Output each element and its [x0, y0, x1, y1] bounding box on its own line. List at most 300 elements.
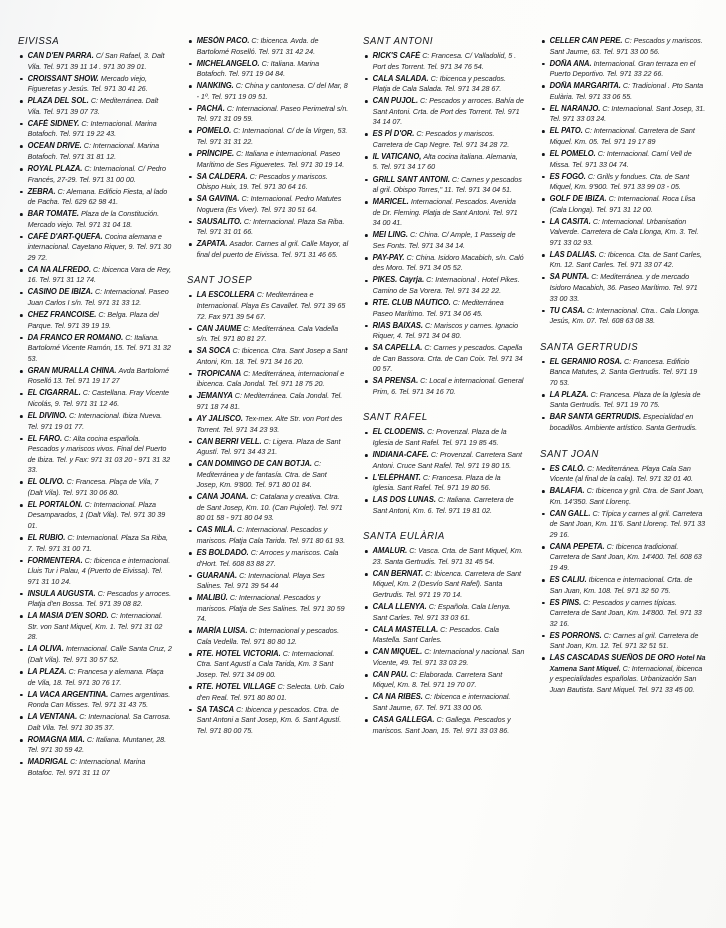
restaurant-name: EL NARANJO. [549, 103, 600, 113]
restaurant-name: CAS MILÀ. [196, 525, 235, 535]
region-heading-sant-rafel: SANT RAFEL [363, 412, 428, 424]
restaurant-details: C: Internacional. Urbanisation Valverde. Carretera de Cala Llonga, Km. 3. Tel. 971 33 02 93. [549, 216, 699, 247]
restaurant-details: C: Mediterránea. Playa Cala San Vicente (al final de la cala). Tel. 971 32 01 40. [549, 463, 693, 484]
restaurant-name: CAFÉ D'ART-QUEFA. [27, 231, 103, 241]
restaurant-name: SAUSALITO. [196, 216, 242, 226]
restaurant-list [363, 427, 532, 516]
restaurant-name: CELLER CAN PERE. [549, 36, 622, 45]
restaurant-name: EL PORTALÓN. [27, 499, 83, 509]
restaurant-list [540, 357, 713, 434]
restaurant-details: C: Internacional. Marina Botafoch. Tel. 971 31 81 12. [27, 141, 160, 161]
restaurant-name: MADRIGAL [27, 757, 69, 767]
restaurant-details: C: Mediterránea e Internacional. Playa Es Cavallet. Tel. 971 39 65 72. Fax 971 39 54 67. [196, 290, 345, 321]
restaurant-details: C: Ligera. Plaza de Sant Agustí. Tel. 971 34 43 21. [196, 436, 340, 457]
restaurant-entry [187, 705, 349, 737]
restaurant-details: C: Ibicenca y pescados. Platja de Cala Salada. Tel. 971 34 28 67. [372, 73, 506, 94]
restaurant-details: Especialidad en bocadillos. Ambiente artístico. Santa Gertrudis. [549, 412, 697, 432]
restaurant-details: C: Internacional. Plaza Sa Riba. Tel. 971 31 01 66. [196, 216, 344, 237]
restaurant-entry [363, 376, 525, 397]
restaurant-details: C: Grills y fondues. Cta. de Sant Miquel, Km. 9'900. Tel. 971 33 99 03 - 05. [549, 171, 689, 192]
directory-column-1 [10, 36, 187, 780]
restaurant-details: C: Pescados y mariscos. Carretera de Cap Negre. Tel. 971 34 28 72. [372, 129, 510, 149]
restaurant-name: PACHÁ. [196, 103, 225, 113]
restaurant-name: LA ESCOLLERA [196, 290, 255, 300]
restaurant-name: GOLF DE IBIZA. [549, 194, 607, 204]
restaurant-name: OCEAN DRIVE. [27, 141, 82, 151]
restaurant-entry [363, 602, 525, 623]
restaurant-details: Internacional. Gran terraza en el Puerto Deportivo. Tel. 971 33 22 66. [549, 58, 695, 79]
restaurant-details: C: Ibicenca Vara de Rey, 16. Tel. 971 31 12 74. [27, 264, 172, 285]
restaurant-details: C: Local e internacional. General Prim, 6. Tel. 971 34 16 70. [372, 376, 524, 396]
restaurant-details: C: Ibicenca. Avda. de Bartolomé Roselló. Tel. 971 31 42 24. [196, 36, 318, 56]
restaurant-name: LA OLIVA. [27, 644, 64, 654]
restaurant-details: C: Pescados y arroces. Bahía de Sant Antoni. Crta. de Port des Torrent. Tel. 971 34 14 07. [372, 96, 524, 127]
restaurant-entry [18, 265, 172, 286]
restaurant-name: PIKES. Cayrja. [372, 275, 425, 285]
restaurant-details: C: Italiana. Muntaner, 28. Tel. 971 30 59 42. [27, 734, 167, 755]
restaurant-details: Plaza de la Constitución. Mercado viejo. Tel. 971 31 04 18. [27, 209, 160, 229]
restaurant-entry [540, 598, 706, 630]
restaurant-entry [187, 59, 349, 80]
restaurant-details: Alta cocina italiana. Alemania, 5. Tel. 971 34 17 60 [372, 151, 518, 172]
restaurant-details: C: Internacional y pescados. Cala Vedella. Tel. 971 80 80 12. [196, 626, 339, 646]
restaurant-entry [187, 571, 349, 592]
restaurant-details: C: Mediterránea. Cala Vadella s/n. Tel. 971 80 81 27. [196, 323, 338, 344]
restaurant-name: CAN GALL. [549, 508, 590, 518]
restaurant-name: CASA GALLEGA. [372, 715, 435, 725]
restaurant-entry [187, 172, 349, 193]
restaurant-entry [187, 492, 349, 524]
restaurant-name: PAY-PAY. [372, 252, 405, 262]
restaurant-name: LA VACA ARGENTINA. [27, 689, 109, 699]
restaurant-name: CALA SALADA. [372, 73, 429, 83]
restaurant-details: C: Francesa. Edificio Banca Matutes, 2. Santa Gertrudis. Tel. 971 19 70 53. [549, 356, 697, 387]
restaurant-name: EL POMELO. [549, 148, 596, 158]
restaurant-name: MARÍA LUISA. [196, 626, 248, 636]
restaurant-details: C: Francesa. Plaça de Vila, 7 (Dalt Vila). Tel. 971 30 06 80. [27, 477, 159, 497]
restaurant-details: C: Ibicenca. Cta. de Sant Carles, Km. 12. Sant Carles. Tel. 971 33 07 42. [549, 249, 702, 270]
restaurant-entry [18, 690, 172, 711]
restaurant-entry [187, 126, 349, 147]
restaurant-name: FORMENTERA. [27, 555, 83, 565]
restaurant-name: CROISSANT SHOW. [27, 73, 99, 83]
restaurant-details: C: Catalana y creativa. Ctra. de Sant Josep, Km. 10. (Can Pujolet). Tel. 971 80 01 58 - 971 80 04 93. [196, 492, 343, 523]
restaurant-details: Internacional. Calle Santa Cruz, 2 (Dalt Vila). Tel. 971 30 57 52. [27, 644, 172, 665]
restaurant-name: ROMAGNA MIA. [27, 734, 85, 744]
restaurant-details: C: Gallega. Pescados y mariscos. Sant Joan, 15. Tel. 971 33 03 86. [372, 715, 511, 735]
restaurant-details: C: Internacional. Ctra. Sant Agustí a Cala Tarida, Km. 3 Sant Josep. Tel. 971 34 09 00. [196, 648, 334, 680]
restaurant-name: PRÍNCIPE. [196, 148, 234, 158]
restaurant-name: LAS DALIAS. [549, 249, 597, 259]
restaurant-entry [18, 51, 172, 72]
restaurant-details: Ibicenca e internacional. Crta. de San Juan, Km. 108. Tel. 971 32 50 75. [549, 575, 692, 595]
restaurant-entry [18, 119, 172, 140]
restaurant-venue: Hotel Na Xamena Sant Miquel. [549, 653, 705, 673]
restaurant-details: C: Mediterránea. Dalt Vila. Tel. 971 39 07 73. [27, 96, 159, 116]
restaurant-entry [363, 569, 525, 601]
region-heading-santa-gertrudis: SANTA GERTRUDIS [539, 341, 638, 353]
restaurant-name: ES FOGÓ. [549, 171, 586, 181]
restaurant-name: ZEBRA. [27, 186, 56, 196]
restaurant-details: C: Alta cocina española. Pescados y mariscos vivos. Final del Puerto de Ibiza. Tel. y Fax: 971 31 03 20 - 971 31 32 33. [27, 433, 171, 475]
restaurant-details: C: Francesa. Plaza de la Iglesia de Santa Gertrudis. Tel. 971 19 70 75. [549, 389, 700, 410]
restaurant-entry [540, 631, 706, 652]
restaurant-entry [187, 437, 349, 458]
restaurant-name: LA CASITA. [549, 216, 591, 226]
restaurant-name: IL VATICANO, [372, 151, 422, 161]
restaurant-details: C: Mediterránea. y de mercado Isidoro Macabich, 36. Paseo Marítimo. Tel. 971 33 00 33. [549, 272, 698, 303]
restaurant-details: C: Carnes y pescados. Capella de Can Bassora. Crta. de Can Coix. Tel. 971 34 00 57. [372, 343, 523, 374]
restaurant-details: C: Provenzal. Carretera Sant Antoni. Cruce Sant Rafel. Tel. 971 19 80 15. [372, 450, 522, 470]
restaurant-entry [540, 172, 706, 193]
restaurant-entry [540, 575, 706, 596]
restaurant-name: TU CASA. [549, 305, 585, 315]
restaurant-entry [187, 626, 349, 647]
restaurant-entry [363, 152, 525, 173]
region-heading-sant-antoni: SANT ANTONI [363, 36, 434, 47]
restaurant-name: CAN MIQUEL. [372, 647, 423, 657]
restaurant-details: C: Ibicenca y gril. Ctra. de Sant Joan, Km. 14'350. Sant Llorenç. [549, 486, 704, 506]
restaurant-entry [18, 644, 172, 665]
restaurant-name: ES CALIU. [549, 575, 587, 585]
restaurant-details: C: Belga. Plaza del Parque. Tel. 971 39 19 19. [27, 310, 159, 330]
restaurant-name: CA NA ALFREDO. [27, 264, 91, 274]
restaurant-entry [363, 253, 525, 274]
restaurant-name: CHEZ FRANCOISE. [27, 310, 97, 320]
restaurant-details: C: Internacional. Carretera de Sant Miquel. Km. 05. Tel. 971 19 17 89 [549, 126, 695, 146]
restaurant-name: GRAN MURALLA CHINA. [27, 365, 117, 375]
restaurant-entry [187, 459, 349, 491]
restaurant-entry [18, 209, 172, 230]
region-heading-sant-josep: SANT JOSEP [186, 275, 252, 287]
restaurant-name: CASINO DE IBIZA. [27, 287, 93, 297]
restaurant-details: C: China. C/ Ample, 1 Passeig de Ses Fonts. Tel. 971 34 34 14. [372, 230, 516, 250]
restaurant-name: CAN PUJOL. [372, 96, 419, 106]
restaurant-name: SA PUNTA. [549, 272, 589, 282]
restaurant-name: CAN BERRI VELL. [196, 436, 262, 446]
restaurant-details: C: Española. Cala Llenya. Sant Carles. Tel. 971 33 03 61. [372, 602, 511, 622]
restaurant-entry [187, 649, 349, 681]
restaurant-entry [187, 239, 349, 260]
restaurant-details: C: Francesa. Plaza de la Iglesia. Sant Rafel. Tel. 971 19 80 56. [372, 472, 501, 493]
restaurant-details: C: Provenzal. Plaza de la Iglesia de Sant Rafel. Tel. 971 19 85 45. [372, 427, 507, 447]
restaurant-name: POMELO. [196, 126, 231, 136]
restaurant-entry [18, 366, 172, 387]
restaurant-name: AY JALISCO. [196, 413, 243, 423]
restaurant-entry [540, 306, 706, 327]
directory-column-4 [540, 36, 717, 697]
restaurant-details: C: Ibicenca e internacional. Lluis Tur i Palau, 4 (Puerto de Eivissa). Tel. 971 31 10 24. [27, 555, 171, 586]
region-heading-sant-joan: SANT JOAN [539, 448, 599, 460]
restaurant-details: C: Internacional. Roca Llisa (Cala Llonga). Tel. 971 31 12 00. [549, 194, 695, 214]
restaurant-name: SA SOCA [196, 346, 230, 356]
restaurant-name: JEMANYA [196, 391, 233, 401]
restaurant-entry [187, 548, 349, 569]
restaurant-entry [540, 390, 706, 411]
restaurant-name: CAN BERNAT. [372, 568, 424, 578]
restaurant-entry [363, 715, 525, 736]
restaurant-name: GUARANÁ. [196, 570, 237, 580]
restaurant-details: C: Internacional. Str. von Sant Miquel, Km. 1. Tel. 971 31 02 28. [27, 611, 163, 642]
restaurant-details: C: Pescados y mariscos. Sant Jaume, 63. Tel. 971 33 00 56. [549, 36, 703, 56]
restaurant-entry [18, 388, 172, 409]
restaurant-details: C: Italiana. Marina Botafoch. Tel. 971 19 04 84. [196, 58, 319, 79]
restaurant-name: SA CALDERA. [196, 171, 248, 181]
restaurant-name: ES PINS. [549, 597, 581, 607]
restaurant-name: CAN D'EN PARRA. [27, 51, 94, 60]
columns-container [10, 36, 716, 918]
restaurant-entry [187, 194, 349, 215]
restaurant-name: CANA JOANA. [196, 492, 248, 502]
restaurant-entry [540, 412, 706, 433]
restaurant-name: INDIANA-CAFE. [372, 450, 429, 460]
restaurant-details: C: Internacional. Camí Vell de Missa. Tel. 971 33 04 74. [549, 148, 692, 169]
restaurant-entry [540, 126, 706, 147]
restaurant-name: ROYAL PLAZA. [27, 163, 83, 173]
restaurant-name: MALIBÚ. [196, 593, 228, 603]
restaurant-details: C: Ibicenca e internacional. Sant Jaume, 67. Tel. 971 33 00 06. [372, 692, 511, 712]
restaurant-entry [363, 230, 525, 251]
restaurant-name: LAS CASCADAS SUEÑOS DE ORO [549, 653, 675, 663]
restaurant-details: C: Internacional. Ctra.. Cala Llonga. Jesús, Km. 07. Tel. 608 63 08 38. [549, 305, 700, 326]
restaurant-entry [363, 96, 525, 128]
restaurant-name: GRILL SANT ANTONI. [372, 174, 450, 184]
restaurant-details: C: Internacional. Marina Botafoch. Tel. 971 19 22 43. [27, 118, 157, 139]
restaurant-details: C: Italiana. Carretera de Sant Antoni, Km. 6. Tel. 971 19 81 02. [372, 495, 514, 515]
restaurant-name: CAN JAUME [196, 323, 241, 333]
restaurant-details: C: Francesa y alemana. Plaça de Vila, 18. Tel. 971 30 76 17. [27, 667, 164, 687]
restaurant-name: RIAS BAIXAS. [372, 320, 423, 330]
restaurant-entry [540, 217, 706, 249]
restaurant-details: C: Alemana. Edificio Fiesta, al lado de Pacha. Tel. 629 62 98 41. [27, 186, 168, 207]
restaurant-details: C: Internacional. Plaza Desamparados, 1 (Dalt Vila). Tel. 971 30 39 01. [27, 499, 166, 530]
restaurant-entry [540, 464, 706, 485]
restaurant-name: RICK'S CAFÉ [372, 51, 421, 60]
restaurant-name: CA NA RIBES. [372, 692, 423, 702]
restaurant-entry [18, 411, 172, 432]
restaurant-name: NANKING. [196, 81, 234, 91]
restaurant-entry [187, 149, 349, 170]
restaurant-details: C: Internacional. Paseo Perimetral s/n. Tel. 971 31 09 59. [196, 103, 348, 124]
restaurant-name: SA GAVINA. [196, 194, 239, 204]
restaurant-entry [540, 81, 706, 102]
restaurant-name: LA VENTANA. [27, 712, 78, 722]
restaurant-entry [363, 473, 525, 494]
restaurant-details: Tex-mex. Alte Str. von Port des Torrent. Tel. 971 34 23 93. [196, 413, 342, 434]
restaurant-list [363, 51, 532, 397]
restaurant-entry [363, 343, 525, 375]
restaurant-details: Mercado viejo, Figueretas y Jesús. Tel. 971 30 41 26. [27, 73, 148, 94]
restaurant-name: LA PLAZA. [27, 667, 67, 677]
restaurant-details: C: China. Isidoro Macabich, s/n. Caló des Moro. Tel. 971 34 05 52. [372, 252, 524, 273]
restaurant-details: C: Mediterránea y de fantasía. Ctra. de Sant Josep, Km. 9'800. Tel. 971 80 01 84. [196, 459, 327, 490]
restaurant-name: MARICEL. [372, 197, 409, 207]
restaurant-name: LAS DOS LUNAS. [372, 495, 436, 505]
restaurant-entry [363, 51, 525, 72]
region-heading-eivissa: EIVISSA [18, 36, 60, 47]
restaurant-list [540, 464, 713, 696]
restaurant-entry [540, 653, 706, 695]
restaurant-entry [18, 310, 172, 331]
restaurant-name: ES PÍ D'OR. [372, 129, 415, 139]
restaurant-list [187, 36, 356, 260]
restaurant-details: C: Pescados y mariscos. Obispo Huix, 19. Tel. 971 30 64 16. [196, 171, 328, 192]
restaurant-entry [18, 556, 172, 588]
restaurant-entry [18, 712, 172, 733]
restaurant-name: L'ELÉPHANT. [372, 472, 421, 482]
restaurant-details: Avda Bartolomé Roselló 13. Tel. 971 19 17 27 [27, 365, 169, 386]
restaurant-name: INSULA AUGUSTA. [27, 588, 96, 598]
restaurant-entry [363, 129, 525, 150]
restaurant-details: C: Típica y carnes al gril. Carretera de Sant Joan, Km. 11'6. Sant Llorenç. Tel. 971 33 29 16. [549, 508, 705, 539]
restaurant-entry [540, 272, 706, 304]
restaurant-details: C: Internacional. Pescados y mariscos. Platja Cala Tarida. Tel. 971 80 61 93. [196, 525, 345, 545]
restaurant-details: C: Arroces y mariscos. Cala d'Hort. Tel. 608 83 88 27. [196, 548, 338, 568]
restaurant-details: Asador. Carnes al gril. Calle Mayor, al final del puerto de Eivissa. Tel. 971 31 46 65. [196, 239, 348, 259]
restaurant-name: EL CLODENIS. [372, 427, 425, 437]
restaurant-entry [363, 175, 525, 196]
restaurant-entry [18, 477, 172, 498]
restaurant-name: CAN DOMINGO DE CAN BOTJA. [196, 459, 312, 469]
restaurant-entry [18, 434, 172, 476]
restaurant-details: C: Italiana e internacional. Paseo Marítimo de Ses Figueretes. Tel. 971 30 19 14. [196, 148, 344, 169]
restaurant-name: LA MASIA D'EN SORD. [27, 611, 109, 621]
restaurant-name: RTE. HOTEL VICTORIA. [196, 648, 281, 658]
restaurant-details: C: China y cantonesa. C/ del Mar, 8 - 1º. Tel. 971 19 09 51. [196, 81, 348, 101]
restaurant-entry [363, 427, 525, 448]
restaurant-details: C: Internacional. C/ de la Virgen, 53. Tel. 971 31 31 22. [196, 126, 347, 146]
restaurant-entry [540, 194, 706, 215]
directory-column-2 [187, 36, 364, 738]
restaurant-details: C: Carnes al gril. Carretera de Sant Joan, Km. 12. Tel. 971 32 51 51. [549, 630, 698, 651]
restaurant-name: SA TASCA [196, 704, 234, 714]
restaurant-entry [18, 667, 172, 688]
restaurant-name: BAR SANTA GERTRUDIS. [549, 412, 641, 422]
restaurant-entry [363, 670, 525, 691]
restaurant-name: DOÑA ANA. [549, 58, 592, 68]
restaurant-name: EL DIVINO. [27, 411, 67, 420]
restaurant-entry [363, 647, 525, 668]
restaurant-entry [540, 357, 706, 389]
restaurant-entry [540, 36, 706, 57]
restaurant-list [187, 290, 356, 736]
restaurant-details: C: Ibicenca. Carretera de Sant Miquel, Km. 2 (Desvío Sant Rafel). Santa Gertrudis. Tel. 971 19 70 14. [372, 568, 521, 600]
restaurant-entry [187, 104, 349, 125]
restaurant-entry [18, 757, 172, 778]
restaurant-entry [187, 525, 349, 546]
restaurant-list [363, 546, 532, 736]
restaurant-entry [363, 692, 525, 713]
restaurant-entry [187, 81, 349, 102]
restaurant-entry [540, 149, 706, 170]
restaurant-details: C: Internacional. Pescados y mariscos. Platja de Ses Salines. Tel. 971 30 59 74. [196, 593, 345, 624]
restaurant-details: C: Ibicenca. Ctra. Sant Josep a Sant Antoni, Km. 18. Tel. 971 34 16 20. [196, 346, 347, 366]
restaurant-name: RTE. HOTEL VILLAGE [196, 682, 275, 692]
restaurant-details: C: Internacional, ibicenca y especialidades españolas. Urbanización San Juan Bautista. Sant Miquel. Tel. 971 33 45 00. [549, 663, 702, 694]
restaurant-details: C: Internacional . Hotel Pikes. Camino de Sa Vorera. Tel. 971 34 22 22. [372, 275, 520, 295]
restaurant-details: C: Carnes y pescados al gril. Obispo Torres," 11. Tel. 971 34 04 51. [372, 174, 522, 195]
restaurant-details: Carnes argentinas. Ronda Can Misses. Tel. 971 31 43 75. [27, 689, 171, 710]
region-heading-santa-eul-ria: SANTA EULÀRIA [363, 531, 445, 543]
restaurant-entry [18, 500, 172, 532]
restaurant-details: C: Pescados y carnes típicas. Carretera de Sant Joan, Km. 14'800. Tel. 971 33 32 16. [549, 597, 702, 628]
restaurant-name: RTE. CLUB NÁUTICO. [372, 298, 451, 308]
restaurant-entry [187, 593, 349, 625]
restaurant-entry [18, 611, 172, 643]
restaurant-list [18, 51, 179, 779]
restaurant-name: SA PRENSA. [372, 376, 419, 386]
restaurant-entry [18, 141, 172, 162]
restaurant-entry [18, 287, 172, 308]
restaurant-name: CAN PAU. [372, 669, 409, 679]
restaurant-name: ZAPATA. [196, 239, 227, 249]
restaurant-entry [187, 391, 349, 412]
restaurant-details: C: Internacional. Playa Ses Salines. Tel. 971 39 54 44 [196, 570, 325, 591]
restaurant-details: C: Internacional. C/ Pedro Francés, 27-29. Tel. 971 31 00 00. [27, 163, 166, 184]
restaurant-entry [363, 298, 525, 319]
restaurant-entry [18, 333, 172, 365]
restaurant-entry [363, 450, 525, 471]
restaurant-name: ES BOLDADÓ. [196, 548, 249, 558]
restaurant-entry [540, 542, 706, 574]
restaurant-details: C: Pescados y arroces. Platja d'en Bossa. Tel. 971 39 08 82. [27, 588, 172, 609]
restaurant-name: CALA MASTELLA. [372, 624, 439, 634]
restaurant-details: C: Elaborada. Carretera Sant Miquel, Km. 8. Tel. 971 19 70 07. [372, 669, 503, 690]
restaurant-name: ES PORRONS. [549, 630, 602, 640]
restaurant-entry [187, 217, 349, 238]
restaurant-entry [187, 36, 349, 57]
restaurant-details: C: Internacional. Ibiza Nueva. Tel. 971 19 01 77. [27, 411, 163, 431]
restaurant-name: SA CAPELLA. [372, 343, 423, 353]
restaurant-name: BALAFIA. [549, 486, 585, 496]
restaurant-name: MESÓN PACO. [196, 36, 249, 45]
restaurant-entry [363, 625, 525, 646]
restaurant-name: PLAZA DEL SOL. [27, 96, 89, 106]
restaurant-entry [187, 346, 349, 367]
restaurant-name: LA PLAZA. [549, 389, 588, 399]
restaurant-entry [363, 74, 525, 95]
restaurant-details: C: Vasca. Crta. de Sant Miquel, Km. 23. Santa Gertrudis. Tel. 971 31 45 54. [372, 546, 523, 566]
restaurant-list [540, 36, 713, 327]
restaurant-entry [540, 59, 706, 80]
restaurant-entry [540, 104, 706, 125]
restaurant-details: C: Internacional. Pedro Matutes Noguera (Es Viver). Tel. 971 30 51 64. [196, 194, 341, 214]
restaurant-entry [18, 589, 172, 610]
restaurant-name: BAR TOMATE. [27, 209, 79, 219]
restaurant-entry [18, 533, 172, 554]
restaurant-entry [187, 290, 349, 322]
restaurant-name: EL GERANIO ROSA. [549, 356, 622, 366]
restaurant-entry [187, 682, 349, 703]
restaurant-name: EL PATO. [549, 126, 583, 136]
restaurant-entry [363, 275, 525, 296]
restaurant-details: C: Pescados. Cala Mastella. Sant Carles. [372, 624, 499, 645]
restaurant-details: C: Mediterránea, internacional e ibicenca. Cala Jondal. Tel. 971 18 75 20. [196, 368, 344, 389]
restaurant-name: EL RUBIO. [27, 533, 66, 543]
restaurant-entry [18, 96, 172, 117]
restaurant-details: C: Internacional. Sant Josep, 31. Tel. 971 33 03 24. [549, 103, 705, 124]
restaurant-name: CAFÉ SIDNEY. [27, 118, 80, 128]
restaurant-name: CALA LLENYA. [372, 602, 427, 612]
restaurant-details: C/ San Rafael, 3. Dalt Vila. Tel. 971 39 11 14 . 971 30 39 01. [27, 51, 165, 71]
restaurant-entry [18, 735, 172, 756]
restaurant-name: CANA PEPETA. [549, 541, 605, 551]
restaurant-entry [540, 250, 706, 271]
restaurant-name: EL OLIVO. [27, 477, 65, 487]
restaurant-name: TROPICANA [196, 368, 241, 378]
restaurant-entry [363, 321, 525, 342]
directory-column-3 [363, 36, 540, 738]
